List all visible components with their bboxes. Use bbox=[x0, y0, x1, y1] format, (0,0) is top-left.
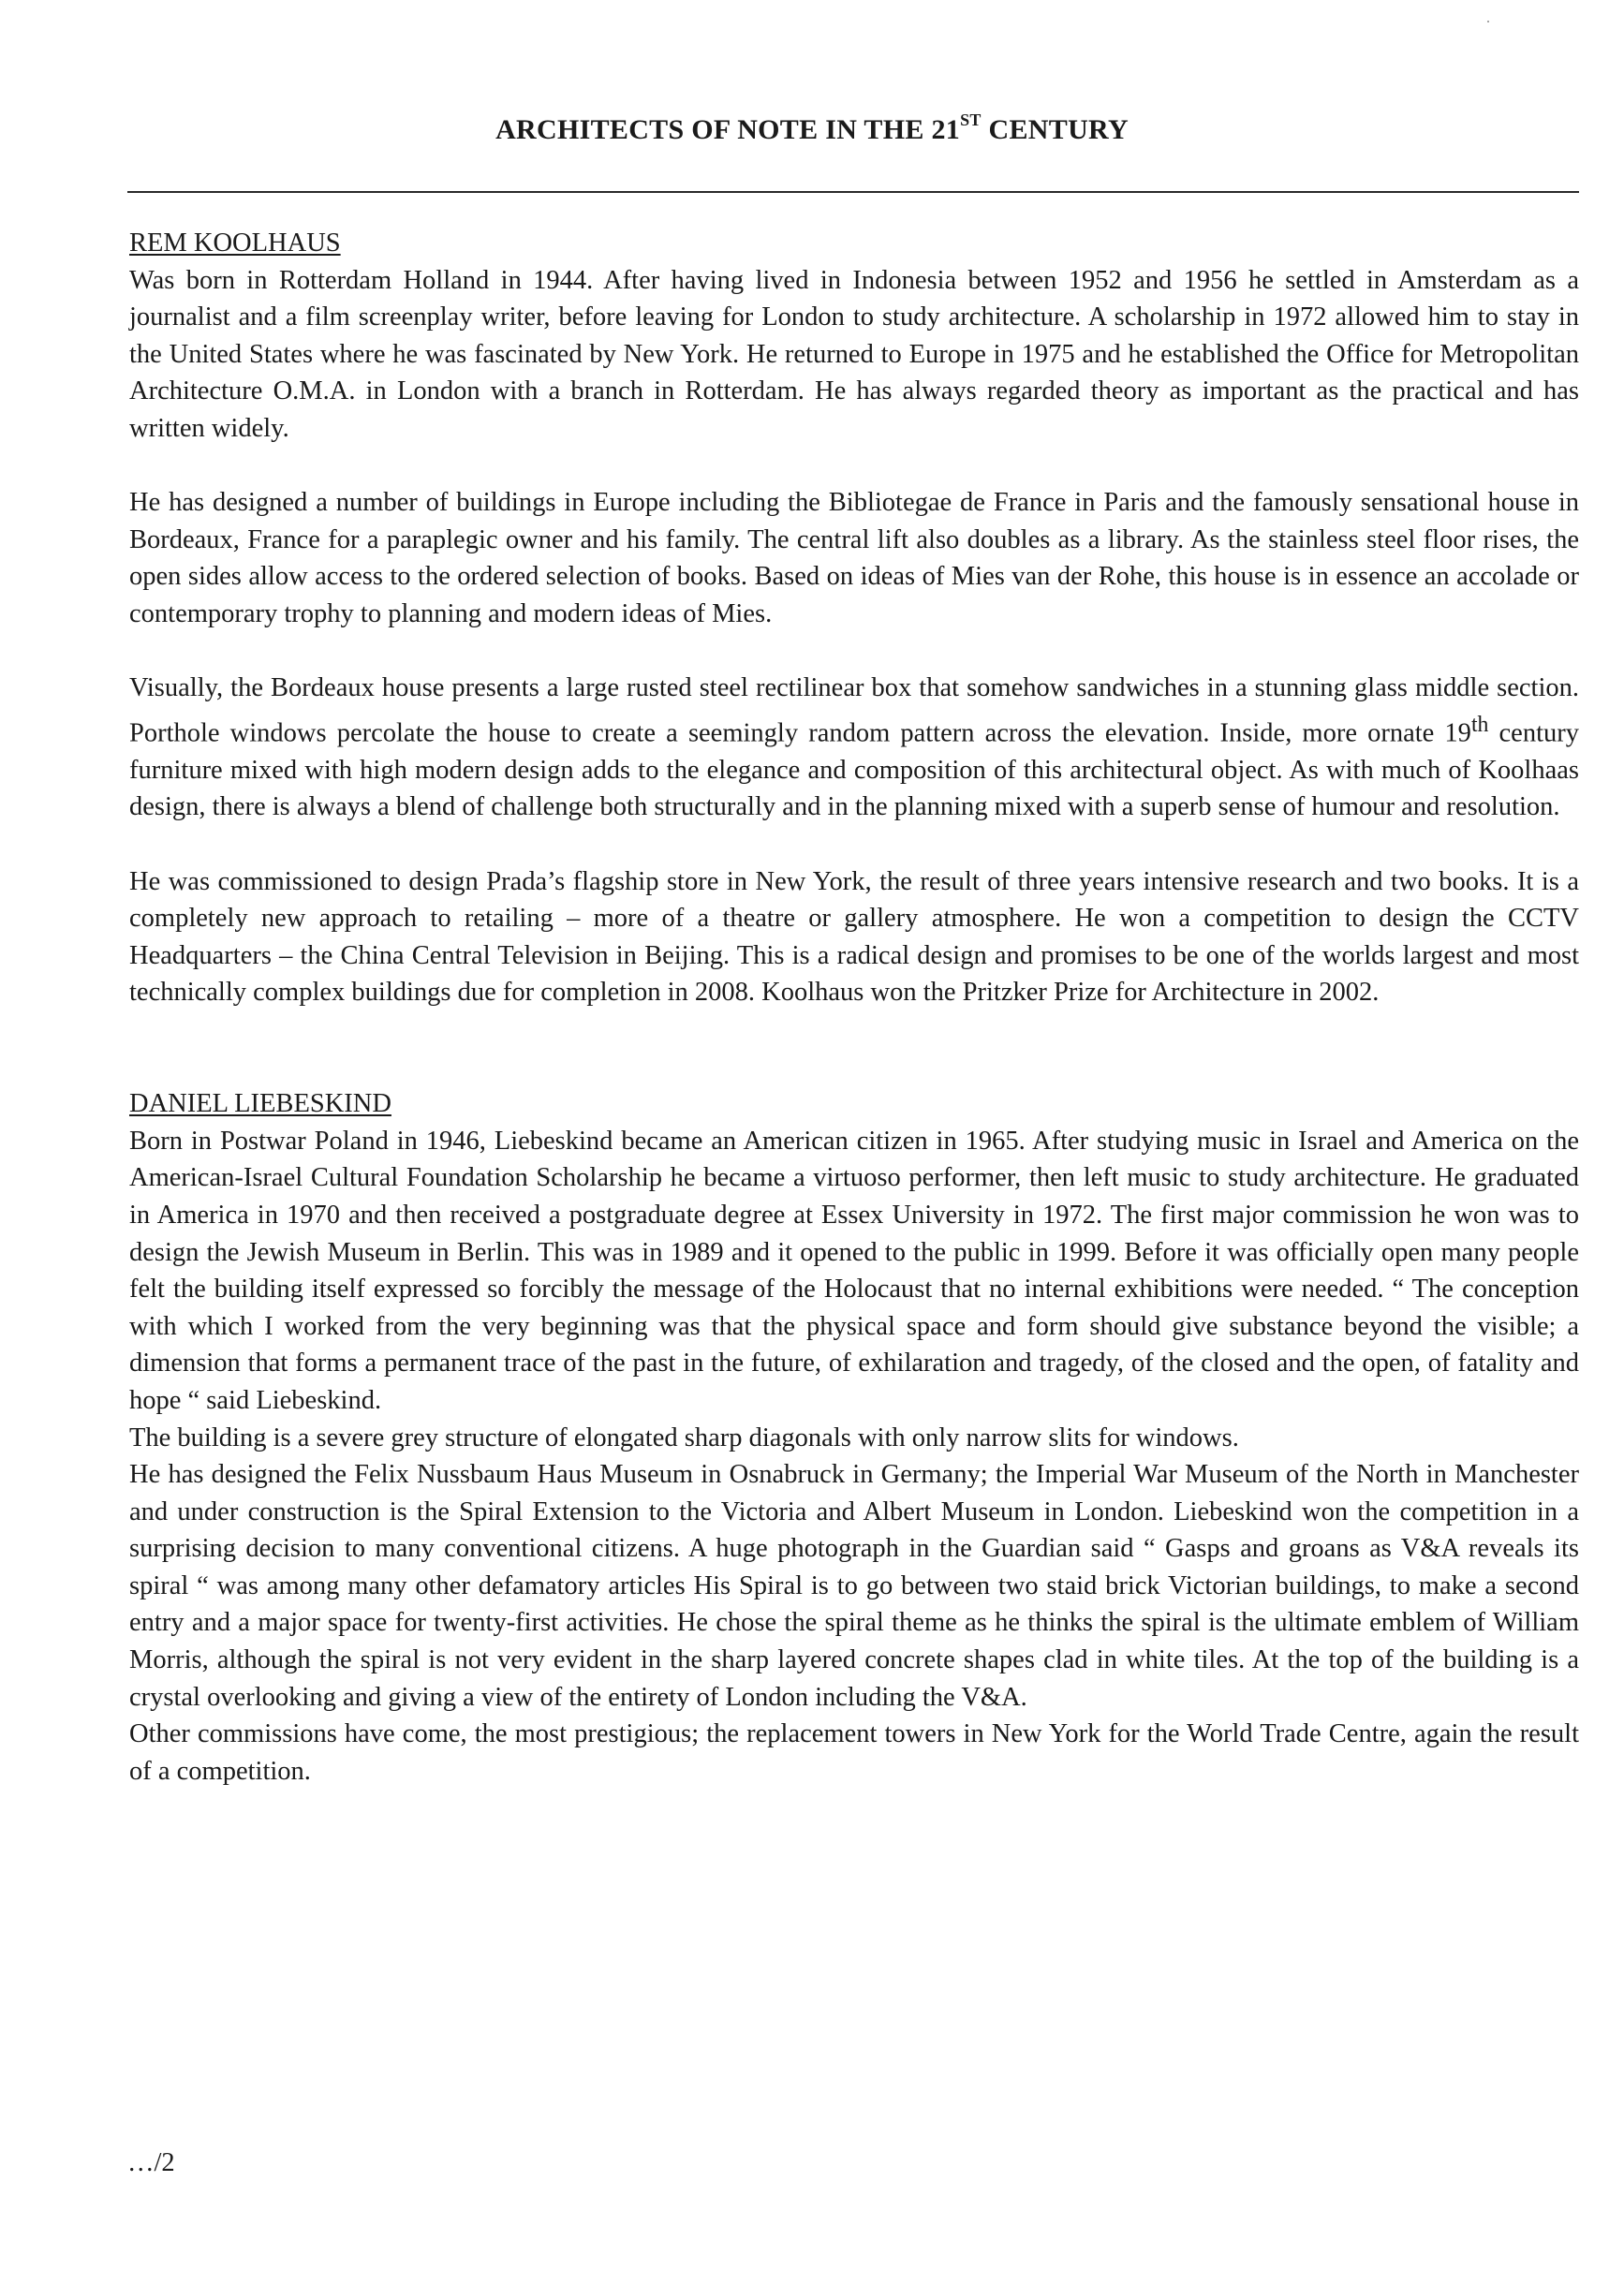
paragraph-spacer bbox=[129, 826, 1579, 863]
paragraph-spacer bbox=[129, 448, 1579, 485]
liebeskind-paragraph-2: The building is a severe grey structure of elongated sharp diagonals with only narrow slits for windows. bbox=[129, 1423, 1239, 1452]
scan-speck bbox=[1487, 21, 1489, 22]
title-superscript: ST bbox=[960, 111, 982, 129]
section-spacer bbox=[129, 1011, 1579, 1085]
liebeskind-paragraph-1: Born in Postwar Poland in 1946, Liebeskind became an American citizen in 1965. After studying music in Israel and America on the American-Israel Cultural Foundation Scholarship he became a virtuoso performer, then left music to study architecture. He graduated in America in 1970 and then received a postgraduate degree at Essex University in 1972. The first major commission he won was to design the Jewish Museum in Berlin. This was in 1989 and it opened to the public in 1999. Before it was officially open many people felt the building itself expressed so forcibly the message of the Holocaust that no internal exhibitions were needed. “ The conception with which I worked from the very beginning was that the physical space and form should give substance beyond the visible; a dimension that forms a permanent trace of the past in the future, of exhilaration and tragedy, of the closed and the open, of fatality and hope “ said Liebeskind. bbox=[129, 1126, 1579, 1415]
koolhaus-paragraph-1: Was born in Rotterdam Holland in 1944. After having lived in Indonesia between 1952 and 1956 he settled in Amsterdam as a journalist and a film screenplay writer, before leaving for London to study architecture. A scholarship in 1972 allowed him to stay in the United States where he was fascinated by New York. He returned to Europe in 1975 and he established the Office for Metropolitan Architecture O.M.A. in London with a branch in Rotterdam. He has always regarded theory as important as the practical and has written widely. bbox=[129, 265, 1579, 443]
liebeskind-paragraph-3: He has designed the Felix Nussbaum Haus Museum in Osnabruck in Germany; the Imperial War Museum of the North in Manchester and under construction is the Spiral Extension to the Victoria and Albert Museum in London. Liebeskind won the competition in a surprising decision to many conventional citizens. A huge photograph in the Guardian said “ Gasps and groans as V&A reveals its spiral “ was among many other defamatory articles His Spiral is to go between two staid brick Victorian buildings, to make a second entry and a major space for twenty-first activities. He chose the spiral theme as he thinks the spiral is the ultimate emblem of William Morris, although the spiral is not very evident in the sharp layered concrete shapes clad in white tiles. At the top of the building is a crystal overlooking and giving a view of the entirety of London including the V&A. bbox=[129, 1460, 1579, 1712]
page-title: ARCHITECTS OF NOTE IN THE 21ST CENTURY bbox=[495, 111, 1129, 145]
koolhaus-paragraph-4: He was commissioned to design Prada’s flagship store in New York, the result of three years intensive research and two books. It is a completely new approach to retailing – more of a theatre or gallery atmosphere. He won a competition to design the CCTV Headquarters – the China Central Television in Beijing. This is a radical design and promises to be one of the worlds largest and most technically complex buildings due for completion in 2008. Koolhaus won the Pritzker Prize for Architecture in 2002. bbox=[129, 866, 1579, 1008]
page-continuation-marker: …/2 bbox=[127, 2148, 175, 2177]
title-divider bbox=[127, 191, 1579, 193]
koolhaus-paragraph-2: He has designed a number of buildings in Europe including the Bibliotegae de France in Paris and the famously sensational house in Bordeaux, France for a paraplegic owner and his family. The central lift also doubles as a library. As the stainless steel floor rises, the open sides allow access to the ordered selection of books. Based on ideas of Mies van der Rohe, this house is in essence an accolade or contemporary trophy to planning and modern ideas of Mies. bbox=[129, 488, 1579, 628]
liebeskind-paragraph-4: Other commissions have come, the most prestigious; the replacement towers in New York for the World Trade Centre, again the result of a competition. bbox=[129, 1719, 1579, 1786]
document-body bbox=[129, 225, 1579, 1790]
section-heading-liebeskind: DANIEL LIEBESKIND bbox=[129, 1089, 391, 1119]
paragraph-spacer bbox=[129, 633, 1579, 671]
ordinal-superscript: th bbox=[1470, 712, 1489, 737]
section-heading-koolhaus: REM KOOLHAUS bbox=[129, 228, 341, 258]
koolhaus-paragraph-3: Visually, the Bordeaux house presents a large rusted steel rectilinear box that somehow sandwiches in a stunning glass middle section. Porthole windows percolate the house to create a seemingly random pattern across the elevation. Inside, more ornate 19th century furniture mixed with high modern design adds to the elegance and composition of this architectural object. As with much of Koolhaas design, there is always a blend of challenge both structurally and in the planning mixed with a superb sense of humour and resolution. bbox=[129, 673, 1579, 822]
